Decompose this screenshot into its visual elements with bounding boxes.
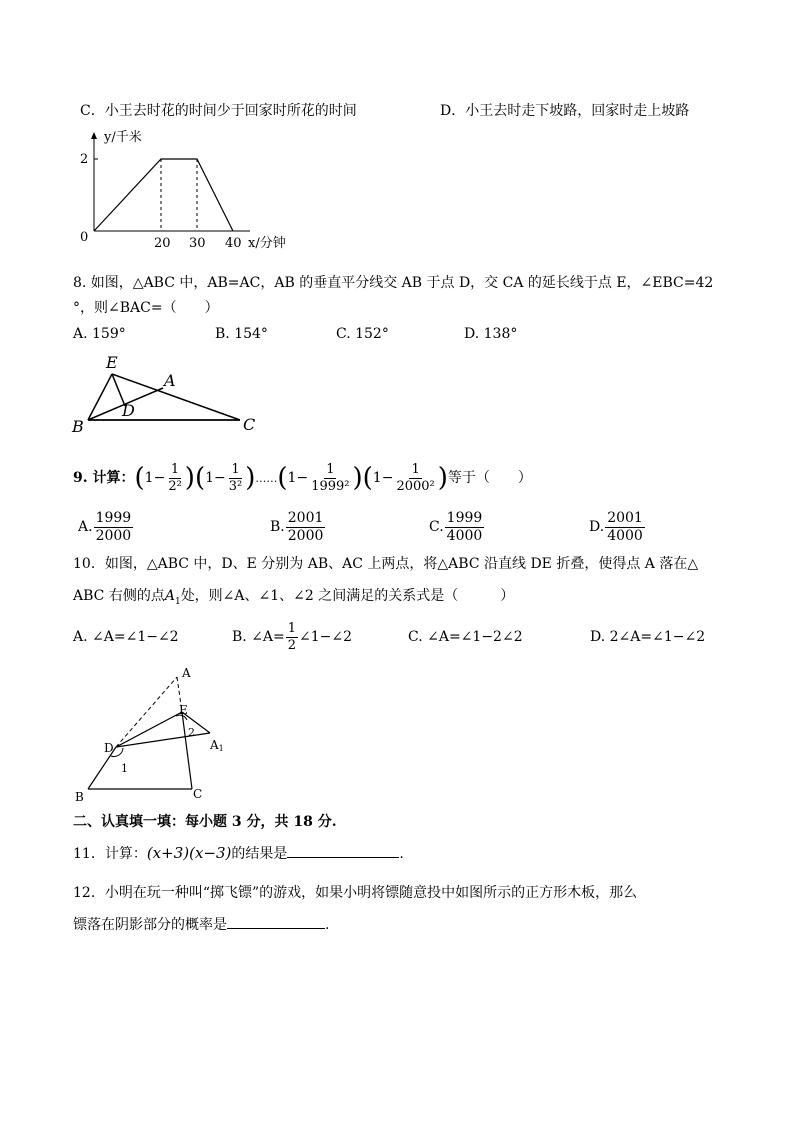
q10-label-angle2: 2 [188,726,195,739]
graph-origin: 0 [80,230,89,245]
q9-prefix: 9. 计算： [73,470,135,486]
q8-label-c: C [243,415,256,434]
graph-x-tick-20: 20 [154,236,171,251]
q10-option-b: B. ∠A= $\frac{1}{2}$ ∠1−∠2 [232,621,353,653]
q10-line2: ABC 右侧的点$A_1$处，则∠A、∠1、∠2 之间满足的关系式是（ ） [73,588,515,607]
q12-answer-blank[interactable] [227,928,325,929]
q9-option-b: B. $\frac{2001}{2000}$ [270,510,324,544]
q7-distance-time-graph [70,126,300,256]
q10-line1: 10．如图，△ABC 中，D、E 分别为 AB、AC 上两点，将△ABC 沿直线 DE 折叠，使得点 A 落在△ [73,556,699,572]
q8-triangle-figure [68,350,268,440]
q8-label-a: A [164,371,176,390]
q8-option-d: D. 138° [464,326,518,342]
graph-y-arrow [91,132,97,139]
graph-x-tick-40: 40 [225,236,242,251]
q11-line: 11．计算：(x+3)(x−3)的结果是 . [73,844,404,862]
q7-option-c: C．小王去时花的时间少于回家时所花的时间 [80,103,357,119]
q8-option-c: C. 152° [336,326,389,342]
q10-label-e: E [179,703,188,717]
q8-label-d: D [122,401,135,420]
q10-label-a1: A1 [210,738,224,753]
graph-line [94,159,233,231]
q8-option-b: B. 154° [215,326,268,342]
q9-expression: 9. 计算： ( 1 − $\frac{1}{\text{2²}}$ )( 1 − $\frac{1}{\text{3²}}$ ) …… ( 1 − $\frac{1}{\text{1999²}}$ )( 1 − $\frac{1}{\text{2000²}}$ ) 等于（ ） [73,461,532,494]
q7-option-d: D．小王去时走下坡路，回家时走上坡路 [440,103,690,119]
q10-label-a: A [182,666,191,680]
graph-x-label: x/分钟 [248,236,286,251]
q12-line1: 12．小明在玩一种叫“掷飞镖”的游戏，如果小明将镖随意投中如图所示的正方形木板，那么 [73,885,638,901]
q10-label-b: B [75,790,84,804]
q8-line1: 8. 如图，△ABC 中，AB=AC，AB 的垂直平分线交 AB 于点 D，交 CA 的延长线于点 E，∠EBC=42 [73,275,714,291]
section2-title: 二、认真填一填：每小题 3 分，共 18 分. [73,814,337,830]
q11-answer-blank[interactable] [287,857,399,858]
graph-y-label: y/千米 [104,130,142,145]
q10-option-a: A. ∠A=∠1−∠2 [73,629,179,645]
q8-label-e: E [106,353,118,372]
q12-line2: 镖落在阴影部分的概率是 . [73,917,330,933]
q8-label-b: B [72,417,84,436]
q10-label-c: C [193,787,203,801]
q10-option-d: D. 2∠A=∠1−∠2 [590,629,706,645]
q9-option-a: A. $\frac{1999}{2000}$ [78,510,132,544]
q9-option-c: C. $\frac{1999}{4000}$ [429,510,483,544]
q10-label-angle1: 1 [121,762,128,775]
q10-fold-figure [68,665,238,805]
q10-label-d: D [104,741,114,755]
q8-option-a: A. 159° [73,326,126,342]
q10-option-c: C. ∠A=∠1−2∠2 [408,629,523,645]
graph-y-tick: 2 [80,152,89,167]
q9-option-d: D. $\frac{2001}{4000}$ [589,510,643,544]
q8-line2: °，则∠BAC=（ ） [73,300,219,316]
graph-x-tick-30: 30 [189,236,206,251]
